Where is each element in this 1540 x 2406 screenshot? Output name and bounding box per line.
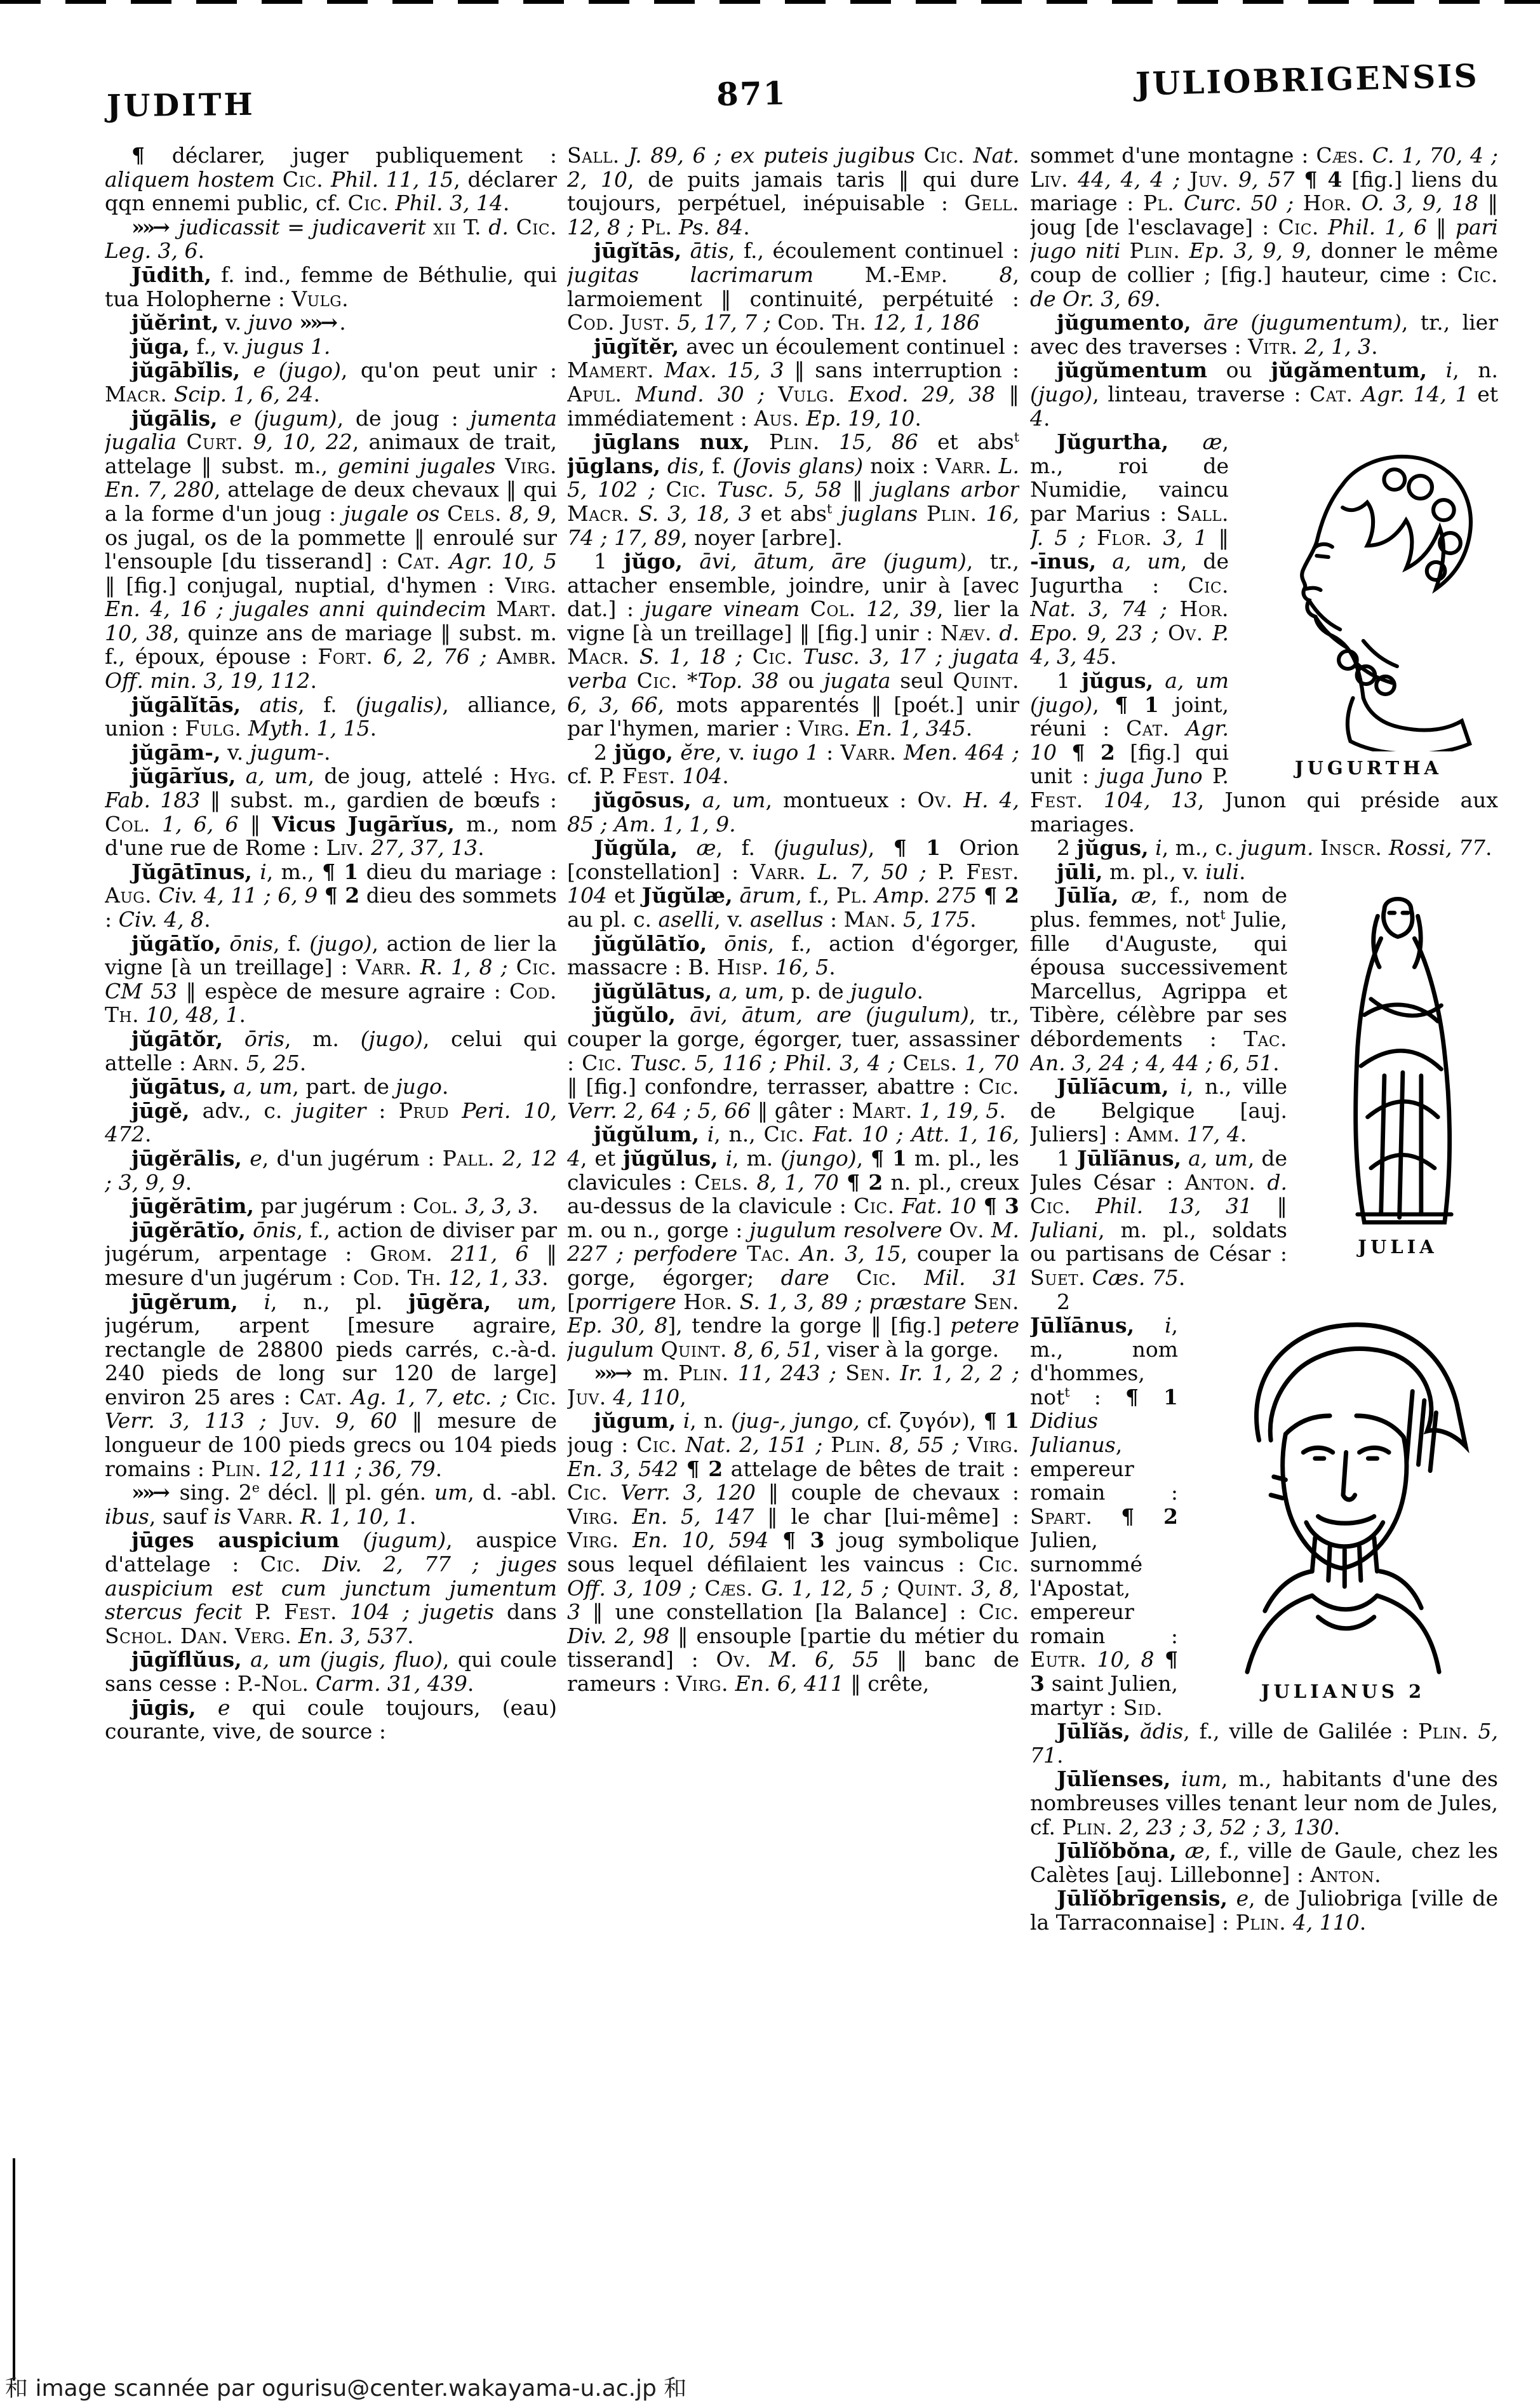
dictionary-entry: jŭgātŏr, ōris, m. (jugo), celui qui attelle : Arn. 5, 25. xyxy=(105,1026,557,1075)
scan-artifact-top-edge xyxy=(0,0,1540,4)
dictionary-entry: ¶ déclarer, juger publiquement : aliquem hostem Cic. Phil. 11, 15, déclarer qqn ennemi public, cf. Cic. Phil. 3, 14. xyxy=(105,144,557,216)
julianus-bust-engraving xyxy=(1188,1294,1498,1675)
dictionary-entry: »»→ sing. 2e décl. ‖ pl. gén. um, d. -abl. ibus, sauf is Varr. R. 1, 10, 1. xyxy=(105,1480,557,1529)
dictionary-entry: jŭgālĭtās, atis, f. (jugalis), alliance, union : Fulg. Myth. 1, 15. xyxy=(105,692,557,741)
dictionary-entry: jŭgŭlātus, a, um, p. de jugulo. xyxy=(594,978,923,1004)
dictionary-entry: Jŭgŭla, æ, f. (jugulus), ¶ 1 Orion [constellation] : Varr. L. 7, 50 ; P. Fest. 104 et Jŭgŭlæ, ārum, f., Pl. Amp. 275 ¶ 2 au pl. c. aselli, v. asellus : Man. 5, 175. xyxy=(567,835,1019,932)
dictionary-entry: 2 jŭgo, ĕre, v. iugo 1 : Varr. Men. 464 ; cf. P. Fest. 104. xyxy=(567,739,1019,789)
dictionary-entry: Jūlĭŏbŏna, æ, f., ville de Gaule, chez les Calètes [auj. Lillebonne] : Anton. xyxy=(1030,1838,1498,1887)
dictionary-entry: jŭgŭlum, i, n., Cic. Fat. 10 ; Att. 1, 16, 4, et jŭgŭlus, i, m. (jungo), ¶ 1 m. pl., les clavicules : Cels. 8, 1, 70 ¶ 2 n. pl., creux au-dessus de la clavicule : Cic. Fat. 10 ¶ 3 m. ou n., gorge : jugulum resolvere Ov. M. 227 ; perfodere Tac. An. 3, 15, couper la gorge, égorger; dare Cic. Mil. 31 [porrigere Hor. S. 1, 3, 89 ; præstare Sen. Ep. 30, 8], tendre la gorge ‖ [fig.] petere jugulum Quint. 8, 6, 51, viser à la gorge. xyxy=(567,1122,1019,1362)
dictionary-column-2 xyxy=(567,144,1019,2372)
dictionary-entry: 2 Jūlĭānus, i, m., nom d'hommes, not$^t$ : ¶ 1 Didius Julianus, empereur romain : Spart. ¶ 2 Julien, surnommé l'Apostat, empereur romain : Eutr. 10, 8 ¶ 3 saint Julien, martyr : Sid. xyxy=(1030,1289,1178,1720)
julia-statue-engraving xyxy=(1297,887,1498,1230)
page-number: 871 xyxy=(716,74,787,113)
dictionary-entry: jŭgŭlātĭo, ōnis, f., action d'égorger, massacre : B. Hisp. 16, 5. xyxy=(567,931,1019,980)
dictionary-entry: jŭgōsus, a, um, montueux : Ov. H. 4, 85 ; Am. 1, 1, 9. xyxy=(567,788,1019,837)
dictionary-entry: Jūlĭācum, i, n., ville de Belgique [auj. Juliers] : Amm. 17, 4. xyxy=(1030,1074,1287,1147)
dictionary-entry: jūgĭtĕr, avec un écoulement continuel : Mamert. Max. 15, 3 ‖ sans interruption : Apul. Mund. 30 ; Vulg. Exod. 29, 38 ‖ immédiatement : Aus. Ep. 19, 10. xyxy=(567,333,1019,431)
dictionary-entry: jŭgātus, a, um, part. de jugo. xyxy=(131,1074,449,1099)
dictionary-entry: jŭgābĭlis, e (jugo), qu'on peut unir : Macr. Scip. 1, 6, 24. xyxy=(105,358,557,407)
dictionary-entry: 2 jŭgus, i, m., c. jugum. Inscr. Rossi, 77. xyxy=(1057,835,1492,861)
dictionary-entry: jūges auspicium (jugum), auspice d'attelage : Cic. Div. 2, 77 ; juges auspicium est cum junctum jumentum stercus fecit P. Fest. 104 ; jugetis dans Schol. Dan. Verg. En. 3, 537. xyxy=(105,1528,557,1648)
dictionary-entry: jūgĕrālis, e, d'un jugérum : Pall. 2, 12 ; 3, 9, 9. xyxy=(105,1145,557,1195)
running-head-right: JULIOBRIGENSIS xyxy=(1135,57,1480,103)
dictionary-entry: jūgĕ, adv., c. jugiter : Prud Peri. 10, 472. xyxy=(105,1098,557,1147)
dictionary-entry: 1 Jūlĭānus, a, um, de Jules César : Anton. d. Cic. Phil. 13, 31 ‖ Juliani, m. pl., soldats ou partisans de César : Suet. Cæs. 75. xyxy=(1030,1145,1287,1290)
dictionary-entry: Sall. J. 89, 6 ; ex puteis jugibus Cic. Nat. 2, 10, de puits jamais taris ‖ qui dure toujours, perpétuel, inépuisable : Gell. 12, 8 ; Pl. Ps. 84. xyxy=(567,144,1019,239)
figure-jugurtha xyxy=(1239,434,1498,781)
dictionary-entry: jūgis, e qui coule toujours, (eau) courante, vive, de source : xyxy=(105,1695,557,1744)
dictionary-entry: 1 jŭgo, āvi, ātum, āre (jugum), tr., attacher ensemble, joindre, unir à [avec dat.] : jugare vineam Col. 12, 39, lier la vigne [à un treillage] ‖ [fig.] unir : Næv. d. Macr. S. 1, 18 ; Cic. Tusc. 3, 17 ; jugata verba Cic. *Top. 38 ou jugata seul Quint. 6, 3, 66, mots apparentés ‖ [poét.] unir par l'hymen, marier : Virg. En. 1, 345. xyxy=(567,549,1019,741)
dictionary-entry: Jŭgātīnus, i, m., ¶ 1 dieu du mariage : Aug. Civ. 4, 11 ; 6, 9 ¶ 2 dieu des sommets : Civ. 4, 8. xyxy=(105,859,557,932)
dictionary-entry: jŭgārĭus, a, um, de joug, attelé : Hyg. Fab. 183 ‖ subst. m., gardien de bœufs : Col. 1, 6, 6 ‖ Vicus Jugārĭus, m., nom d'une rue de Rome : Liv. 27, 37, 13. xyxy=(105,763,557,861)
dictionary-entry: jūgĕrātĭo, ōnis, f., action de diviser par jugérum, arpentage : Grom. 211, 6 ‖ mesure d'un jugérum : Cod. Th. 12, 1, 33. xyxy=(105,1217,557,1290)
dictionary-entry: jŭgām-, v. jugum-. xyxy=(131,739,331,765)
dictionary-entry: jūgĭtās, ātis, f., écoulement continuel : jugitas lacrimarum M.-Emp. 8, larmoiement ‖ continuité, perpétuité : Cod. Just. 5, 17, 7 ; Cod. Th. 12, 1, 186 xyxy=(567,238,1019,335)
dictionary-entry: jŭgum, i, n. (jug-, jungo, cf. ζυγόν), ¶ 1 joug : Cic. Nat. 2, 151 ; Plin. 8, 55 ; Virg. En. 3, 542 ¶ 2 attelage de bêtes de trait : Cic. Verr. 3, 120 ‖ couple de chevaux : Virg. En. 5, 147 ‖ le char [lui-même] : Virg. En. 10, 594 ¶ 3 joug symbolique sous lequel défilaient les vaincus : Cic. Off. 3, 109 ; Cæs. G. 1, 12, 5 ; Quint. 3, 8, 3 ‖ une constellation [la Balance] : Cic. Div. 2, 98 ‖ ensouple [partie du métier du tisserand] : Ov. M. 6, 55 ‖ banc de rameurs : Virg. En. 6, 411 ‖ crête, xyxy=(567,1408,1019,1696)
dictionary-column-3 xyxy=(1030,144,1498,2372)
dictionary-entry: sommet d'une montagne : Cæs. C. 1, 70, 4 ; Liv. 44, 4, 4 ; Juv. 9, 57 ¶ 4 [fig.] liens du mariage : Pl. Curc. 50 ; Hor. O. 3, 9, 18 ‖ joug [de l'esclavage] : Cic. Phil. 1, 6 ‖ pari jugo niti Plin. Ep. 3, 9, 9, donner le même coup de collier ; [fig.] hauteur, cime : Cic. de Or. 3, 69. xyxy=(1030,144,1498,311)
dictionary-entry: jūglans nux, Plin. 15, 86 et abs$^t$ jūglans, dis, f. (Jovis glans) noix : Varr. L. 5, 102 ; Cic. Tusc. 5, 58 ‖ juglans arbor Macr. S. 3, 18, 3 et abs$^t$ juglans Plin. 16, 74 ; 17, 89, noyer [arbre]. xyxy=(567,429,1019,550)
dictionary-entry: jūgĕrātim, par jugérum : Col. 3, 3, 3. xyxy=(131,1193,539,1219)
jugurtha-portrait-engraving xyxy=(1239,434,1498,751)
scan-artifact-left-line xyxy=(13,2158,15,2381)
dictionary-entry: »»→ m. Plin. 11, 243 ; Sen. Ir. 1, 2, 2 ; Juv. 4, 110, xyxy=(567,1361,1019,1409)
figure-caption: JUGURTHA xyxy=(1294,757,1443,779)
dictionary-entry: jŭgŭlo, āvi, ātum, are (jugulum), tr., couper la gorge, égorger, tuer, assassiner : Cic. Tusc. 5, 116 ; Phil. 3, 4 ; Cels. 1, 70 ‖ [fig.] confondre, terrasser, abattre : Cic. Verr. 2, 64 ; 5, 66 ‖ gâter : Mart. 1, 19, 5. xyxy=(567,1002,1019,1123)
dictionary-entry: »»→ judicassit = judicaverit xii T. d. Cic. Leg. 3, 6. xyxy=(105,214,557,264)
dictionary-entry: Jūlĭŏbrīgensis, e, de Juliobriga [ville de la Tarraconnaise] : Plin. 4, 110. xyxy=(1030,1886,1498,1935)
figure-julianus xyxy=(1188,1294,1498,1704)
running-head-left: JUDITH xyxy=(106,86,256,124)
figure-caption: JULIANUS 2 xyxy=(1261,1680,1426,1702)
dictionary-entry: jŭgŭmentum ou jŭgămentum, i, n. (jugo), linteau, traverse : Cat. Agr. 14, 1 et 4. xyxy=(1030,358,1498,431)
dictionary-entry: jŭga, f., v. jugus 1. xyxy=(131,333,331,359)
dictionary-entry: jūgĕrum, i, n., pl. jūgĕra, um, jugérum, arpent [mesure agraire, rectangle de 28800 pieds carrés, c.-à-d. 240 pieds de long sur 120 de large] environ 25 ares : Cat. Ag. 1, 7, etc. ; Cic. Verr. 3, 113 ; Juv. 9, 60 ‖ mesure de longueur de 100 pieds grecs ou 104 pieds romains : Plin. 12, 111 ; 36, 79. xyxy=(105,1289,557,1481)
dictionary-entry: Jūlĭa, æ, f., nom de plus. femmes, not$^t$ Julie, fille d'Auguste, qui épousa successivement Marcellus, Agrippa et Tibère, célèbre par ses débordements : Tac. An. 3, 24 ; 4, 44 ; 6, 51. xyxy=(1030,883,1287,1075)
dictionary-entry: 1 jŭgus, a, um (jugo), ¶ 1 joint, réuni : Cat. Agr. 10 ¶ 2 [fig.] qui unit : juga Juno P. Fest. 104, 13, Junon qui préside aux mariages. xyxy=(1030,668,1498,837)
dictionary-column-1 xyxy=(105,144,557,2372)
dictionary-entry: Jŭgurtha, æ, m., roi de Numidie, vaincu par Marius : Sall. J. 5 ; Flor. 3, 1 ‖ -īnus, a, um, de Jugurtha : Cic. Nat. 3, 74 ; Hor. Epo. 9, 23 ; Ov. P. 4, 3, 45. xyxy=(1030,429,1229,669)
dictionary-entry: Jūdith, f. ind., femme de Béthulie, qui tua Holopherne : Vulg. xyxy=(105,262,557,311)
dictionary-entry: Jūlĭenses, ium, m., habitants d'une des nombreuses villes tenant leur nom de Jules, cf. Plin. 2, 23 ; 3, 52 ; 3, 130. xyxy=(1030,1766,1498,1839)
dictionary-entry: jūli, m. pl., v. iuli. xyxy=(1057,859,1246,884)
scan-credit-line: 和 image scannée par ogurisu@center.wakayama-u.ac.jp 和 xyxy=(5,2376,687,2402)
dictionary-entry: Jūlĭăs, ădis, f., ville de Galilée : Plin. 5, 71. xyxy=(1030,1719,1498,1768)
dictionary-entry: jŭgumento, āre (jugumentum), tr., lier avec des traverses : Vitr. 2, 1, 3. xyxy=(1030,310,1498,359)
dictionary-entry: jŭĕrint, v. juvo »»→ . xyxy=(131,310,346,335)
figure-julia xyxy=(1297,887,1498,1260)
dictionary-entry: jūgĭflŭus, a, um (jugis, fluo), qui coule sans cesse : P.-Nol. Carm. 31, 439. xyxy=(105,1647,557,1696)
dictionary-entry: jŭgālis, e (jugum), de joug : jumenta jugalia Curt. 9, 10, 22, animaux de trait, attelage ‖ subst. m., gemini jugales Virg. En. 7, 280, attelage de deux chevaux ‖ qui a la forme d'un joug : jugale os Cels. 8, 9, os jugal, os de la pommette ‖ enroulé sur l'ensouple [du tisserand] : Cat. Agr. 10, 5 ‖ [fig.] conjugal, nuptial, d'hymen : Virg. En. 4, 16 ; jugales anni quindecim Mart. 10, 38, quinze ans de mariage ‖ subst. m. f., époux, épouse : Fort. 6, 2, 76 ; Ambr. Off. min. 3, 19, 112. xyxy=(105,405,557,694)
figure-caption: JULIA xyxy=(1358,1236,1438,1258)
dictionary-entry: jŭgātĭo, ōnis, f. (jugo), action de lier la vigne [à un treillage] : Varr. R. 1, 8 ; Cic. CM 53 ‖ espèce de mesure agraire : Cod. Th. 10, 48, 1. xyxy=(105,931,557,1028)
